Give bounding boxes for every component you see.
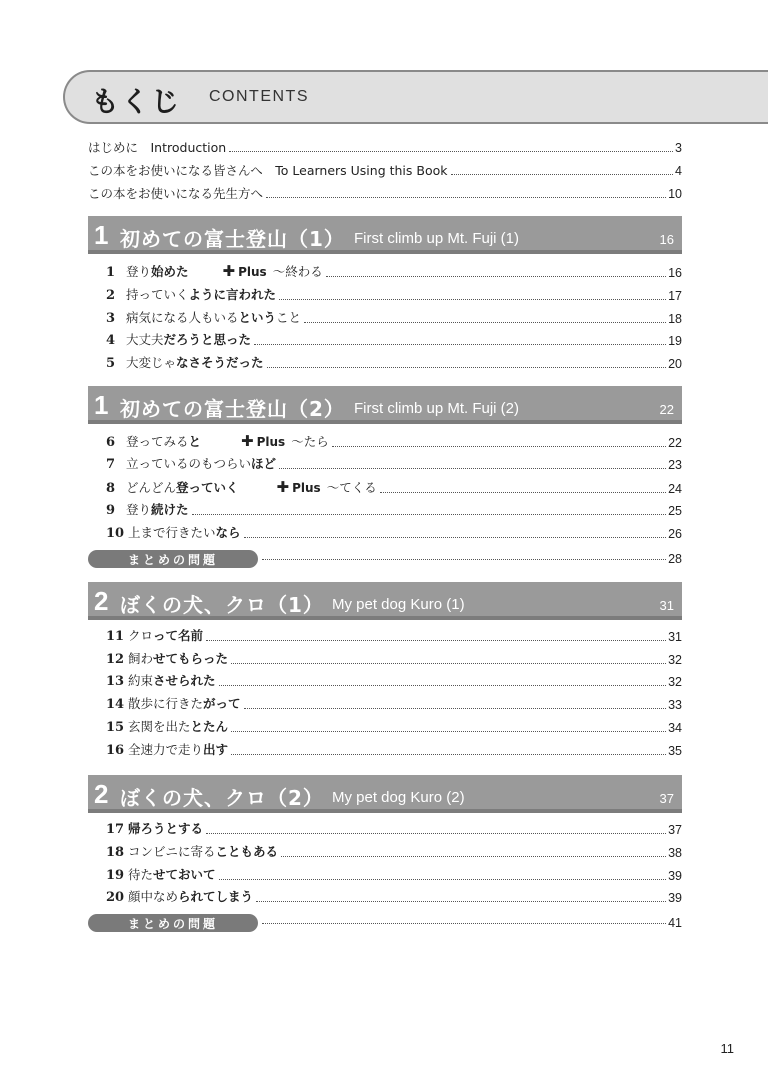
toc-entry-to-learners[interactable]: この本をお使いになる皆さんへ To Learners Using this Book 4 [88, 163, 682, 178]
toc-item[interactable]: 1 登り始めた ✚ Plus ～終わる 16 [106, 262, 682, 280]
toc-item[interactable]: 18 コンビニに寄ることもある 38 [106, 844, 682, 860]
page-title-en: CONTENTS [209, 88, 309, 105]
toc-item[interactable]: 11 クロって名前 31 [106, 628, 682, 644]
toc-item[interactable]: 4 大丈夫だろうと思った 19 [106, 332, 682, 348]
toc-item[interactable]: 14 散歩に行きたがって 33 [106, 696, 682, 712]
toc-item[interactable]: 16 全速力で走り出す 35 [106, 742, 682, 758]
plus-note: ✚ Plus ～終わる [222, 262, 323, 280]
summary-label: まとめの問題 [88, 914, 258, 932]
summary-label: まとめの問題 [88, 550, 258, 568]
toc-item[interactable]: 5 大変じゃなさそうだった 20 [106, 355, 682, 371]
toc-item[interactable]: 2 持っていくように言われた 17 [106, 287, 682, 303]
chapter-heading[interactable]: 1 初めての富士登山（1） First climb up Mt. Fuji (1) 16 [88, 216, 682, 254]
summary-entry[interactable]: まとめの問題 28 [88, 550, 682, 568]
toc-item[interactable]: 13 約束させられた 32 [106, 673, 682, 689]
toc-item[interactable]: 3 病気になる人もいるということ 18 [106, 310, 682, 326]
toc-item[interactable]: 17 帰ろうとする 37 [106, 821, 682, 837]
page-number: 11 [720, 1041, 734, 1056]
page-title-jp: もくじ [91, 85, 182, 118]
summary-entry[interactable]: まとめの問題 41 [88, 914, 682, 932]
chapter-heading[interactable]: 2 ぼくの犬、クロ（2） My pet dog Kuro (2) 37 [88, 775, 682, 813]
contents-header [63, 70, 768, 124]
toc-entry-introduction[interactable]: はじめに Introduction 3 [88, 140, 682, 155]
chapter-heading[interactable]: 1 初めての富士登山（2） First climb up Mt. Fuji (2) 22 [88, 386, 682, 424]
toc-item[interactable]: 6 登ってみると ✚ Plus ～たら 22 [106, 432, 682, 450]
chapter-heading[interactable]: 2 ぼくの犬、クロ（1） My pet dog Kuro (1) 31 [88, 582, 682, 620]
toc-item[interactable]: 9 登り続けた 25 [106, 502, 682, 518]
toc-item[interactable]: 20 顔中なめられてしまう 39 [106, 889, 682, 905]
toc-item[interactable]: 7 立っているのもつらいほど 23 [106, 456, 682, 472]
toc-entry-to-teachers[interactable]: この本をお使いになる先生方へ 10 [88, 186, 682, 201]
toc-item[interactable]: 12 飼わせてもらった 32 [106, 651, 682, 667]
plus-note: ✚ Plus ～たら [241, 432, 329, 450]
toc-item[interactable]: 19 待たせておいて 39 [106, 867, 682, 883]
toc-item[interactable]: 8 どんどん登っていく ✚ Plus ～てくる 24 [106, 478, 682, 496]
plus-note: ✚ Plus ～てくる [276, 478, 377, 496]
toc-item[interactable]: 10 上まで行きたいなら 26 [106, 525, 682, 541]
toc-item[interactable]: 15 玄関を出たとたん 34 [106, 719, 682, 735]
